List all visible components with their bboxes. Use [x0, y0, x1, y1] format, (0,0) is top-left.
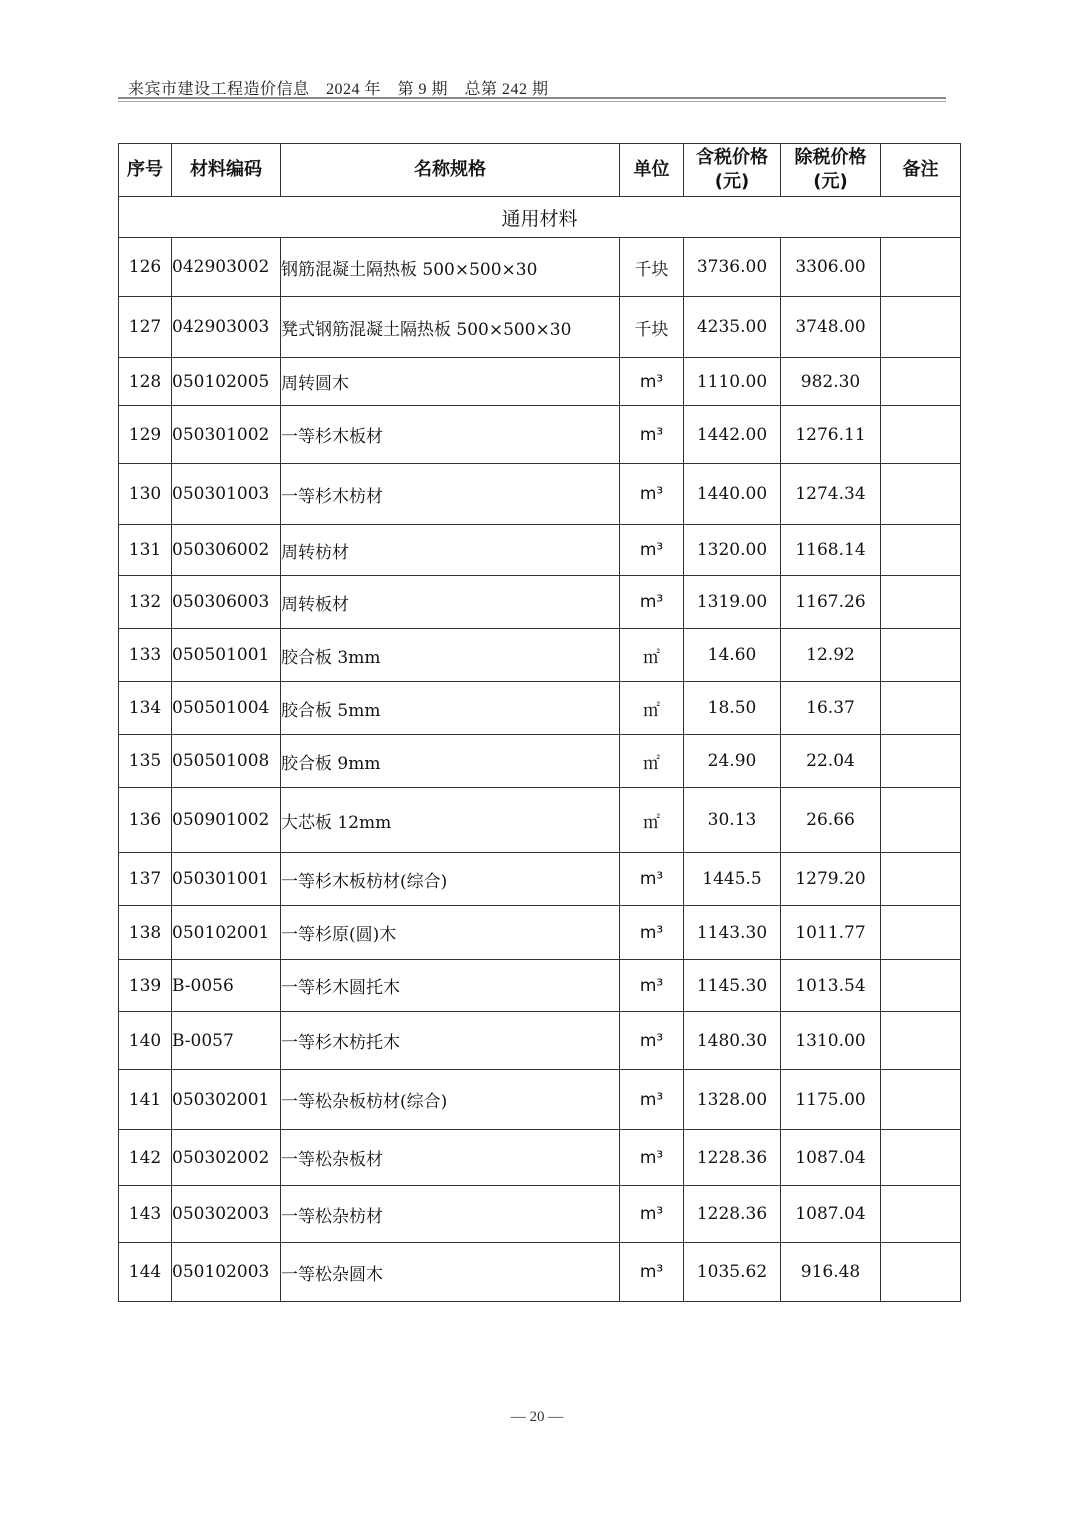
row-tax-price: 3736.00	[684, 238, 781, 297]
row-name: 胶合板 5mm	[281, 682, 620, 735]
row-name: 一等杉木板枋材(综合)	[281, 853, 620, 906]
row-net-price: 12.92	[781, 629, 881, 682]
row-tax-price: 4235.00	[684, 297, 781, 358]
row-note	[881, 629, 961, 682]
table-row	[119, 238, 961, 297]
row-name: 一等松杂板枋材(综合)	[281, 1070, 620, 1130]
row-note	[881, 238, 961, 297]
row-net-price: 16.37	[781, 682, 881, 735]
row-tax-price: 1228.36	[684, 1130, 781, 1186]
row-name: 一等杉木圆托木	[281, 960, 620, 1012]
row-tax-price: 1145.30	[684, 960, 781, 1012]
row-name: 凳式钢筋混凝土隔热板 500×500×30	[281, 297, 620, 358]
row-name: 一等松杂板材	[281, 1130, 620, 1186]
row-tax-price: 1319.00	[684, 576, 781, 629]
row-code: 050102001	[172, 906, 281, 960]
row-net-price: 1175.00	[781, 1070, 881, 1130]
row-no: 132	[119, 576, 172, 629]
header-rule-thin	[118, 101, 946, 102]
table-row	[119, 358, 961, 406]
row-no: 134	[119, 682, 172, 735]
row-code: 050306002	[172, 525, 281, 576]
row-code: 042903003	[172, 297, 281, 358]
row-tax-price: 1480.30	[684, 1012, 781, 1070]
row-no: 127	[119, 297, 172, 358]
row-no: 126	[119, 238, 172, 297]
row-unit: m³	[620, 406, 684, 464]
row-name: 胶合板 3mm	[281, 629, 620, 682]
row-note	[881, 1070, 961, 1130]
table-row	[119, 1130, 961, 1186]
row-tax-price: 1440.00	[684, 464, 781, 525]
table-row	[119, 406, 961, 464]
row-net-price: 1168.14	[781, 525, 881, 576]
row-note	[881, 464, 961, 525]
row-note	[881, 788, 961, 853]
row-code: 050901002	[172, 788, 281, 853]
row-net-price: 1011.77	[781, 906, 881, 960]
row-code: 050501001	[172, 629, 281, 682]
row-code: B-0057	[172, 1012, 281, 1070]
row-note	[881, 853, 961, 906]
row-name: 一等松杂枋材	[281, 1186, 620, 1243]
row-no: 135	[119, 735, 172, 788]
row-code: 050302002	[172, 1130, 281, 1186]
row-note	[881, 297, 961, 358]
row-net-price: 26.66	[781, 788, 881, 853]
row-note	[881, 576, 961, 629]
row-no: 129	[119, 406, 172, 464]
row-net-price: 1013.54	[781, 960, 881, 1012]
row-no: 140	[119, 1012, 172, 1070]
row-code: 050301003	[172, 464, 281, 525]
row-net-price: 3306.00	[781, 238, 881, 297]
row-net-price: 1087.04	[781, 1130, 881, 1186]
row-note	[881, 406, 961, 464]
row-tax-price: 1320.00	[684, 525, 781, 576]
col-header-net-price: 除税价格 (元)	[781, 144, 881, 197]
row-note	[881, 960, 961, 1012]
row-unit: m³	[620, 464, 684, 525]
table-row	[119, 1186, 961, 1243]
row-tax-price: 14.60	[684, 629, 781, 682]
row-code: 050306003	[172, 576, 281, 629]
col-header-code: 材料编码	[172, 144, 281, 197]
row-no: 136	[119, 788, 172, 853]
row-note	[881, 1130, 961, 1186]
row-net-price: 22.04	[781, 735, 881, 788]
row-note	[881, 1186, 961, 1243]
price-table	[118, 143, 961, 1302]
row-no: 141	[119, 1070, 172, 1130]
row-unit: m³	[620, 1186, 684, 1243]
table-header-row	[119, 144, 961, 197]
row-net-price: 1274.34	[781, 464, 881, 525]
col-header-no: 序号	[119, 144, 172, 197]
row-code: 050102005	[172, 358, 281, 406]
row-no: 133	[119, 629, 172, 682]
row-name: 胶合板 9mm	[281, 735, 620, 788]
row-unit: m³	[620, 960, 684, 1012]
row-no: 138	[119, 906, 172, 960]
row-tax-price: 30.13	[684, 788, 781, 853]
table-row	[119, 576, 961, 629]
row-no: 130	[119, 464, 172, 525]
row-name: 一等杉原(圆)木	[281, 906, 620, 960]
page-header: 来宾市建设工程造价信息 2024 年 第 9 期 总第 242 期	[128, 81, 549, 98]
row-tax-price: 1228.36	[684, 1186, 781, 1243]
row-net-price: 916.48	[781, 1243, 881, 1302]
row-note	[881, 358, 961, 406]
row-no: 131	[119, 525, 172, 576]
row-unit: m³	[620, 1243, 684, 1302]
row-no: 142	[119, 1130, 172, 1186]
row-code: 050102003	[172, 1243, 281, 1302]
row-tax-price: 1143.30	[684, 906, 781, 960]
row-tax-price: 24.90	[684, 735, 781, 788]
row-unit: ㎡	[620, 788, 684, 853]
table-row	[119, 735, 961, 788]
section-title: 通用材料	[119, 197, 961, 238]
table-row	[119, 297, 961, 358]
row-unit: m³	[620, 1012, 684, 1070]
table-row	[119, 525, 961, 576]
row-unit: m³	[620, 525, 684, 576]
row-unit: 千块	[620, 238, 684, 297]
row-tax-price: 1445.5	[684, 853, 781, 906]
table-row	[119, 906, 961, 960]
row-unit: ㎡	[620, 735, 684, 788]
row-note	[881, 525, 961, 576]
row-unit: m³	[620, 576, 684, 629]
table-row	[119, 464, 961, 525]
row-code: 050301002	[172, 406, 281, 464]
row-note	[881, 1012, 961, 1070]
section-row	[119, 197, 961, 238]
row-note	[881, 735, 961, 788]
table-row	[119, 682, 961, 735]
row-net-price: 1310.00	[781, 1012, 881, 1070]
row-net-price: 1276.11	[781, 406, 881, 464]
row-unit: 千块	[620, 297, 684, 358]
row-net-price: 982.30	[781, 358, 881, 406]
row-unit: ㎡	[620, 629, 684, 682]
row-no: 144	[119, 1243, 172, 1302]
row-no: 128	[119, 358, 172, 406]
row-net-price: 1167.26	[781, 576, 881, 629]
col-header-name: 名称规格	[281, 144, 620, 197]
row-note	[881, 906, 961, 960]
table-row	[119, 853, 961, 906]
row-name: 一等杉木枋材	[281, 464, 620, 525]
row-unit: m³	[620, 906, 684, 960]
row-tax-price: 1442.00	[684, 406, 781, 464]
row-note	[881, 682, 961, 735]
table-row	[119, 1012, 961, 1070]
row-code: 050301001	[172, 853, 281, 906]
col-header-tax-price: 含税价格 (元)	[684, 144, 781, 197]
table-row	[119, 1070, 961, 1130]
row-code: 050302001	[172, 1070, 281, 1130]
row-name: 一等杉木板材	[281, 406, 620, 464]
row-name: 钢筋混凝土隔热板 500×500×30	[281, 238, 620, 297]
row-no: 139	[119, 960, 172, 1012]
row-name: 大芯板 12mm	[281, 788, 620, 853]
row-name: 周转板材	[281, 576, 620, 629]
row-unit: m³	[620, 853, 684, 906]
col-header-unit: 单位	[620, 144, 684, 197]
row-name: 一等松杂圆木	[281, 1243, 620, 1302]
row-note	[881, 1243, 961, 1302]
row-unit: ㎡	[620, 682, 684, 735]
row-code: B-0056	[172, 960, 281, 1012]
row-tax-price: 18.50	[684, 682, 781, 735]
row-name: 周转枋材	[281, 525, 620, 576]
row-net-price: 3748.00	[781, 297, 881, 358]
row-code: 050302003	[172, 1186, 281, 1243]
row-tax-price: 1328.00	[684, 1070, 781, 1130]
row-no: 143	[119, 1186, 172, 1243]
row-tax-price: 1035.62	[684, 1243, 781, 1302]
row-code: 042903002	[172, 238, 281, 297]
row-no: 137	[119, 853, 172, 906]
header-rule	[118, 97, 946, 99]
row-name: 周转圆木	[281, 358, 620, 406]
row-net-price: 1279.20	[781, 853, 881, 906]
table-row	[119, 629, 961, 682]
page-number: — 20 —	[510, 1409, 564, 1425]
row-code: 050501004	[172, 682, 281, 735]
row-code: 050501008	[172, 735, 281, 788]
row-unit: m³	[620, 358, 684, 406]
table-row	[119, 788, 961, 853]
col-header-note: 备注	[881, 144, 961, 197]
row-unit: m³	[620, 1130, 684, 1186]
table-row	[119, 1243, 961, 1302]
row-tax-price: 1110.00	[684, 358, 781, 406]
row-name: 一等杉木枋托木	[281, 1012, 620, 1070]
row-unit: m³	[620, 1070, 684, 1130]
row-net-price: 1087.04	[781, 1186, 881, 1243]
table-row	[119, 960, 961, 1012]
